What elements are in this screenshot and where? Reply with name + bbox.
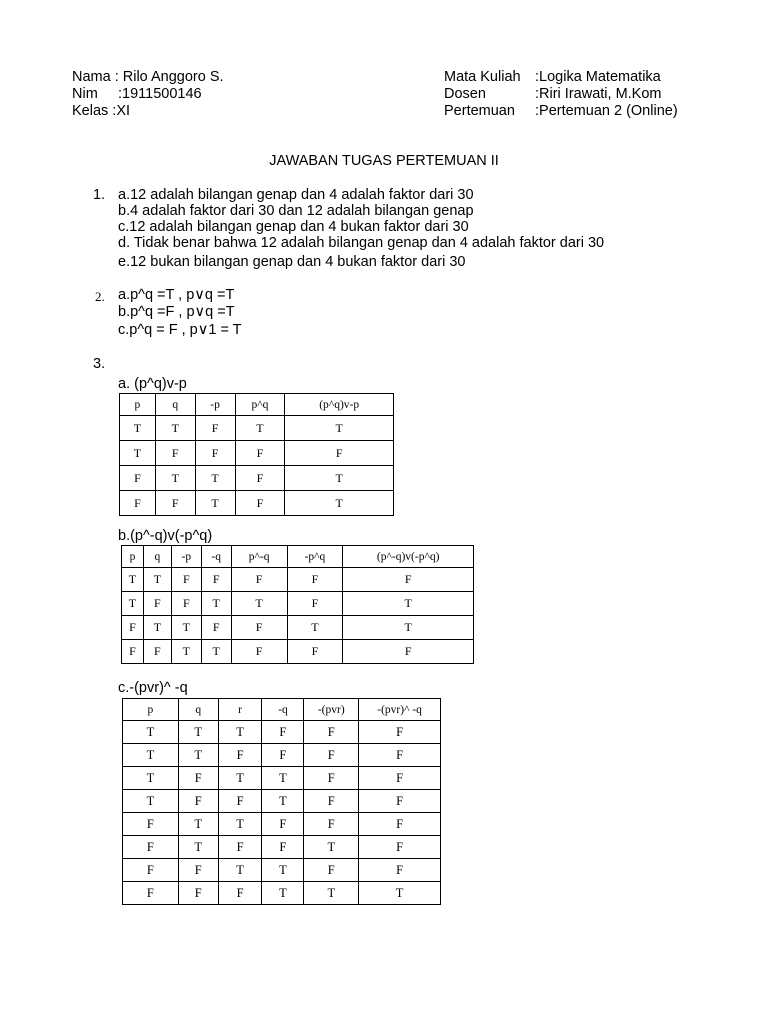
- q3b-header-cell: -p: [171, 546, 201, 568]
- q3b-cell: F: [287, 640, 343, 664]
- course-label: Mata Kuliah: [444, 69, 521, 85]
- q3b-header-row: [122, 546, 474, 568]
- meeting-label: Pertemuan: [444, 103, 515, 119]
- q3c-cell: F: [359, 767, 441, 790]
- q3a-row: [120, 441, 394, 466]
- q3a-row: [120, 466, 394, 491]
- q3c-cell: T: [123, 767, 179, 790]
- q3b-cell: T: [122, 592, 144, 616]
- q3c-cell: T: [218, 859, 262, 882]
- q3c-cell: T: [262, 882, 304, 905]
- course-value: :Logika Matematika: [535, 69, 661, 85]
- q1-item-c: c.12 adalah bilangan genap dan 4 bukan faktor dari 30: [118, 219, 469, 235]
- q3c-row: [123, 767, 441, 790]
- q3b-cell: F: [143, 592, 171, 616]
- q3c-cell: F: [262, 813, 304, 836]
- q3c-cell: F: [304, 813, 359, 836]
- q3b-row: [122, 592, 474, 616]
- q3b-cell: T: [171, 640, 201, 664]
- q3c-cell: T: [218, 721, 262, 744]
- q3a-cell: T: [155, 466, 195, 491]
- q3b-cell: F: [122, 640, 144, 664]
- q3b-header-cell: q: [143, 546, 171, 568]
- q1-item-a: a.12 adalah bilangan genap dan 4 adalah faktor dari 30: [118, 187, 474, 203]
- q3b-cell: F: [122, 616, 144, 640]
- q1-item-b: b.4 adalah faktor dari 30 dan 12 adalah bilangan genap: [118, 203, 474, 219]
- q3b-cell: T: [201, 592, 231, 616]
- q3a-row: [120, 491, 394, 516]
- q3b-header-cell: p^-q: [231, 546, 287, 568]
- q3b-cell: F: [231, 616, 287, 640]
- q3a-truth-table: [119, 393, 394, 516]
- q3c-cell: F: [178, 882, 218, 905]
- q3b-cell: T: [201, 640, 231, 664]
- q3b-cell: F: [201, 616, 231, 640]
- q3a-cell: T: [235, 416, 285, 441]
- q3c-row: [123, 721, 441, 744]
- q3c-cell: T: [178, 836, 218, 859]
- q3b-cell: T: [143, 568, 171, 592]
- q3a-row: [120, 416, 394, 441]
- q3c-cell: F: [304, 790, 359, 813]
- q3b-cell: T: [231, 592, 287, 616]
- q3b-cell: F: [201, 568, 231, 592]
- q3b-row: [122, 568, 474, 592]
- q3c-cell: F: [218, 790, 262, 813]
- student-id-label: Nim: [72, 86, 98, 102]
- q3c-cell: T: [123, 790, 179, 813]
- q3c-cell: F: [304, 744, 359, 767]
- q3c-cell: F: [178, 859, 218, 882]
- q3c-cell: F: [123, 882, 179, 905]
- q3c-cell: T: [218, 813, 262, 836]
- q3b-cell: T: [343, 616, 474, 640]
- q3c-cell: T: [218, 767, 262, 790]
- q3c-cell: T: [262, 767, 304, 790]
- q3b-cell: T: [171, 616, 201, 640]
- q3c-row: [123, 744, 441, 767]
- q3b-header-cell: -q: [201, 546, 231, 568]
- q3c-cell: F: [304, 767, 359, 790]
- q3c-cell: F: [218, 882, 262, 905]
- q3c-cell: F: [359, 744, 441, 767]
- q3a-cell: F: [120, 466, 156, 491]
- q3a-cell: T: [120, 416, 156, 441]
- q3c-cell: F: [359, 859, 441, 882]
- q3a-header-cell: q: [155, 394, 195, 416]
- student-name: Nama : Rilo Anggoro S.: [72, 69, 224, 85]
- q3c-cell: T: [262, 790, 304, 813]
- q3c-cell: F: [123, 859, 179, 882]
- q3a-cell: T: [285, 466, 394, 491]
- q3a-cell: F: [120, 491, 156, 516]
- q3c-cell: T: [304, 882, 359, 905]
- lecturer-value: :Riri Irawati, M.Kom: [535, 86, 662, 102]
- meeting-value: :Pertemuan 2 (Online): [535, 103, 678, 119]
- q3c-header-cell: -(pvr)^ -q: [359, 699, 441, 721]
- q3c-cell: F: [218, 836, 262, 859]
- q3b-row: [122, 640, 474, 664]
- q3b-row: [122, 616, 474, 640]
- q3a-header-row: [120, 394, 394, 416]
- q3c-header-cell: r: [218, 699, 262, 721]
- q2-item-b: b.p^q =F , p∨q =T: [118, 304, 235, 320]
- q3c-cell: T: [178, 813, 218, 836]
- q3a-cell: F: [235, 441, 285, 466]
- q3b-cell: F: [287, 592, 343, 616]
- q3c-cell: F: [178, 790, 218, 813]
- q3b-cell: F: [343, 640, 474, 664]
- q3c-cell: F: [359, 721, 441, 744]
- q3c-cell: F: [262, 744, 304, 767]
- q3c-cell: T: [123, 744, 179, 767]
- q3a-cell: T: [195, 491, 235, 516]
- q3a-label: a. (p^q)v-p: [118, 376, 187, 392]
- q3b-header-cell: -p^q: [287, 546, 343, 568]
- q3c-cell: F: [218, 744, 262, 767]
- q3a-cell: T: [155, 416, 195, 441]
- q2-item-c: c.p^q = F , p∨1 = T: [118, 322, 242, 338]
- q3a-cell: F: [155, 491, 195, 516]
- q3c-row: [123, 790, 441, 813]
- q3c-cell: F: [359, 790, 441, 813]
- q3b-cell: F: [343, 568, 474, 592]
- student-id-value: :1911500146: [118, 86, 202, 102]
- q3a-cell: T: [195, 466, 235, 491]
- q3c-cell: T: [178, 744, 218, 767]
- q3a-cell: F: [285, 441, 394, 466]
- q3c-header-cell: p: [123, 699, 179, 721]
- q3b-cell: T: [122, 568, 144, 592]
- q3c-cell: F: [123, 836, 179, 859]
- q3b-cell: F: [143, 640, 171, 664]
- q2-item-a: a.p^q =T , p∨q =T: [118, 287, 235, 303]
- lecturer-label: Dosen: [444, 86, 486, 102]
- q3a-cell: F: [155, 441, 195, 466]
- q3c-row: [123, 859, 441, 882]
- q3c-row: [123, 813, 441, 836]
- q3a-header-cell: -p: [195, 394, 235, 416]
- q3b-label: b.(p^-q)v(-p^q): [118, 528, 213, 544]
- q3c-cell: T: [359, 882, 441, 905]
- q3a-cell: F: [235, 466, 285, 491]
- q3c-cell: T: [304, 836, 359, 859]
- q3a-header-cell: p: [120, 394, 156, 416]
- q3b-cell: T: [287, 616, 343, 640]
- q3b-cell: F: [231, 640, 287, 664]
- q3c-cell: F: [262, 721, 304, 744]
- q3c-label: c.-(pvr)^ -q: [118, 680, 188, 696]
- q1-item-d: d. Tidak benar bahwa 12 adalah bilangan genap dan 4 adalah faktor dari 30: [118, 235, 605, 251]
- q3c-cell: F: [359, 836, 441, 859]
- q3c-header-row: [123, 699, 441, 721]
- q3b-header-cell: (p^-q)v(-p^q): [343, 546, 474, 568]
- q3-number: 3.: [93, 356, 106, 372]
- q3c-header-cell: q: [178, 699, 218, 721]
- q3c-row: [123, 882, 441, 905]
- q3b-cell: F: [171, 568, 201, 592]
- q3b-cell: F: [171, 592, 201, 616]
- q3c-row: [123, 836, 441, 859]
- q3b-cell: T: [143, 616, 171, 640]
- q3b-cell: F: [231, 568, 287, 592]
- student-class: Kelas :XI: [72, 103, 131, 119]
- q3b-cell: T: [343, 592, 474, 616]
- q3c-cell: T: [178, 721, 218, 744]
- q3a-cell: T: [285, 491, 394, 516]
- q3c-cell: F: [262, 836, 304, 859]
- q3a-cell: T: [285, 416, 394, 441]
- q3c-header-cell: -q: [262, 699, 304, 721]
- q3a-cell: F: [235, 491, 285, 516]
- q3c-cell: F: [123, 813, 179, 836]
- document-title: JAWABAN TUGAS PERTEMUAN II: [269, 153, 499, 169]
- q3c-cell: F: [178, 767, 218, 790]
- q3b-truth-table: [121, 545, 474, 664]
- q1-item-e: e.12 bukan bilangan genap dan 4 bukan faktor dari 30: [118, 254, 466, 270]
- q3a-cell: F: [195, 416, 235, 441]
- q3a-cell: T: [120, 441, 156, 466]
- q3a-header-cell: (p^q)v-p: [285, 394, 394, 416]
- q3b-cell: F: [287, 568, 343, 592]
- q3a-header-cell: p^q: [235, 394, 285, 416]
- q2-number: 2.: [95, 289, 105, 304]
- q3c-cell: F: [304, 859, 359, 882]
- q3c-cell: T: [123, 721, 179, 744]
- q1-number: 1.: [93, 187, 106, 203]
- q3c-cell: T: [262, 859, 304, 882]
- q3c-cell: F: [304, 721, 359, 744]
- q3b-header-cell: p: [122, 546, 144, 568]
- q3c-truth-table: [122, 698, 441, 905]
- q3a-cell: F: [195, 441, 235, 466]
- q3c-cell: F: [359, 813, 441, 836]
- q3c-header-cell: -(pvr): [304, 699, 359, 721]
